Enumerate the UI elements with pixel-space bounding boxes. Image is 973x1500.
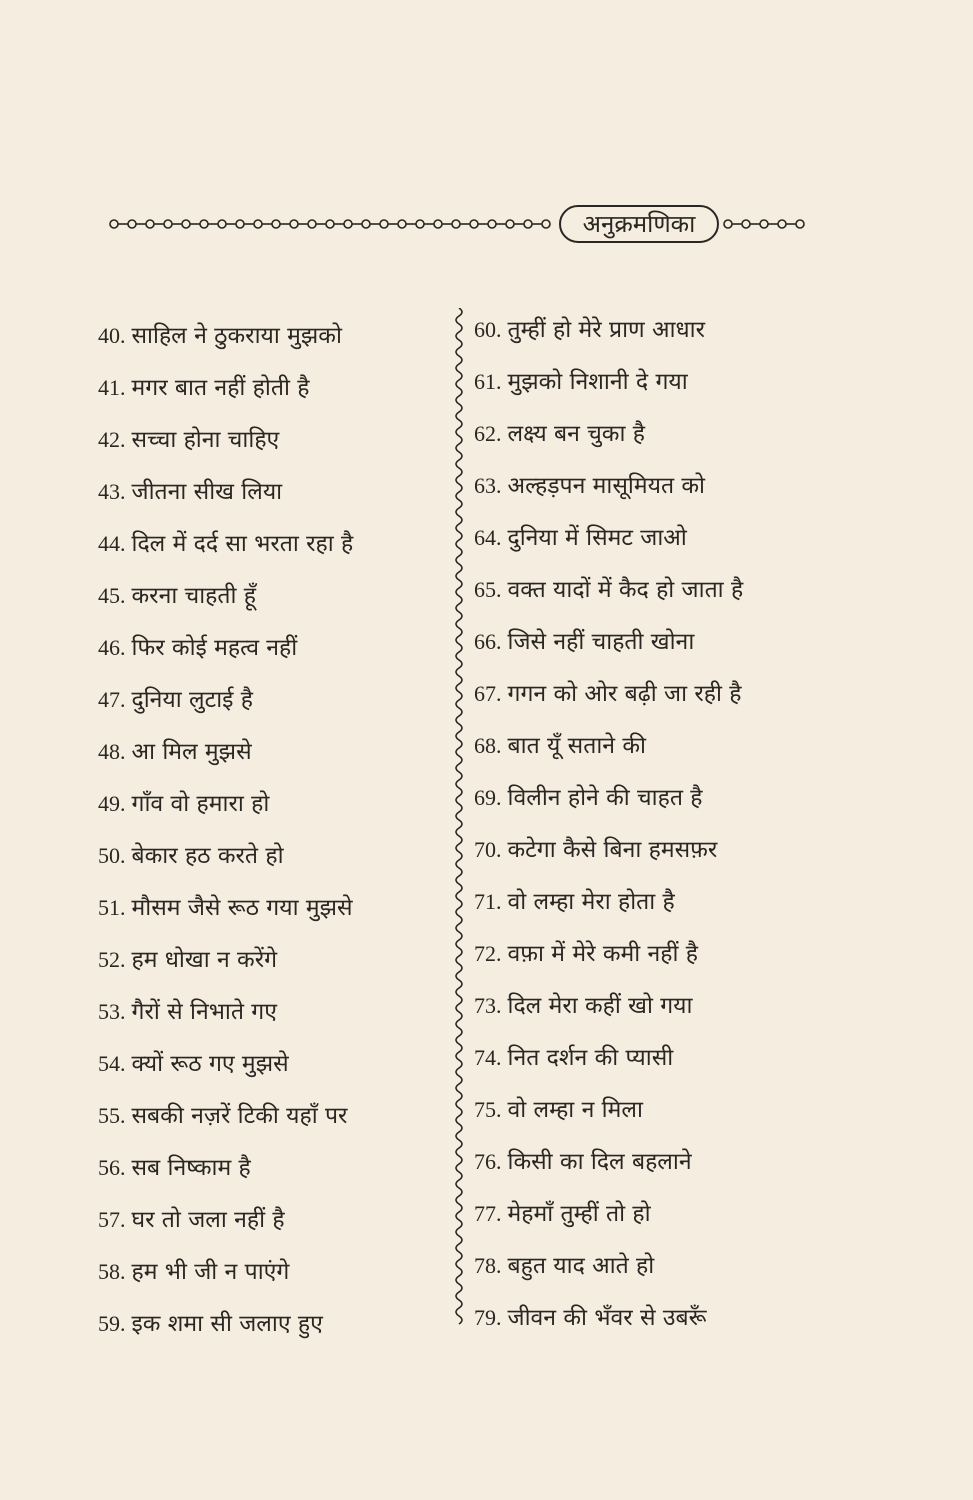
entry-title: बात यूँ सताने की — [507, 733, 646, 759]
contents-entry — [98, 934, 448, 986]
contents-list-left — [98, 310, 448, 1350]
entry-number: 64. — [474, 525, 502, 550]
entry-title: आ मिल मुझसे — [131, 739, 252, 765]
entry-number: 52. — [98, 947, 126, 972]
contents-entry — [474, 1292, 854, 1344]
entry-number: 58. — [98, 1259, 126, 1284]
contents-header — [108, 200, 818, 250]
contents-entry — [98, 830, 448, 882]
contents-entry — [98, 1090, 448, 1142]
entry-title: इक शमा सी जलाए हुए — [131, 1311, 323, 1337]
entry-number: 47. — [98, 687, 126, 712]
entry-number: 65. — [474, 577, 502, 602]
entry-number: 75. — [474, 1097, 502, 1122]
entry-number: 71. — [474, 889, 502, 914]
entry-number: 62. — [474, 421, 502, 446]
entry-title: कटेगा कैसे बिना हमसफ़र — [507, 837, 718, 863]
entry-number: 69. — [474, 785, 502, 810]
entry-title: जिसे नहीं चाहती खोना — [507, 629, 695, 655]
contents-entry — [474, 408, 854, 460]
entry-number: 67. — [474, 681, 502, 706]
contents-entry — [474, 1240, 854, 1292]
entry-number: 61. — [474, 369, 502, 394]
entry-title: क्यों रूठ गए मुझसे — [131, 1051, 289, 1077]
contents-entry — [98, 1298, 448, 1350]
contents-entry — [98, 1194, 448, 1246]
contents-entry — [474, 564, 854, 616]
contents-entry — [98, 726, 448, 778]
entry-title: सब निष्काम है — [131, 1155, 251, 1181]
contents-entry — [474, 824, 854, 876]
contents-entry — [474, 720, 854, 772]
entry-title: वो लम्हा न मिला — [507, 1097, 643, 1123]
contents-entry — [474, 616, 854, 668]
contents-entry — [474, 1188, 854, 1240]
entry-number: 76. — [474, 1149, 502, 1174]
entry-number: 57. — [98, 1207, 126, 1232]
entry-number: 60. — [474, 317, 502, 342]
entry-number: 70. — [474, 837, 502, 862]
entry-title: करना चाहती हूँ — [131, 583, 256, 609]
contents-list-right — [474, 304, 854, 1344]
entry-number: 79. — [474, 1305, 502, 1330]
entry-title: तुम्हीं हो मेरे प्राण आधार — [507, 317, 705, 343]
contents-entry — [98, 310, 448, 362]
contents-entry — [98, 622, 448, 674]
column-divider — [448, 308, 470, 1328]
contents-entry — [474, 304, 854, 356]
entry-title: सबकी नज़रें टिकी यहाँ पर — [131, 1103, 348, 1129]
entry-title: दिल मेरा कहीं खो गया — [507, 993, 693, 1019]
entry-title: बहुत याद आते हो — [507, 1253, 655, 1279]
entry-number: 59. — [98, 1311, 126, 1336]
entry-title: मौसम जैसे रूठ गया मुझसे — [131, 895, 353, 921]
entry-number: 49. — [98, 791, 126, 816]
entry-number: 78. — [474, 1253, 502, 1278]
contents-entry — [474, 356, 854, 408]
entry-number: 45. — [98, 583, 126, 608]
contents-entry — [474, 668, 854, 720]
page-title: अनुक्रमणिका — [582, 210, 696, 238]
entry-number: 55. — [98, 1103, 126, 1128]
entry-title: मगर बात नहीं होती है — [131, 375, 310, 401]
contents-entry — [98, 1142, 448, 1194]
entry-title: सच्चा होना चाहिए — [131, 427, 280, 453]
entry-title: गाँव वो हमारा हो — [131, 791, 270, 817]
entry-title: फिर कोई महत्व नहीं — [131, 635, 298, 661]
contents-entry — [98, 570, 448, 622]
entry-number: 68. — [474, 733, 502, 758]
entry-title: साहिल ने ठुकराया मुझको — [131, 323, 342, 349]
entry-title: जीतना सीख लिया — [131, 479, 283, 505]
entry-number: 50. — [98, 843, 126, 868]
contents-entry — [474, 928, 854, 980]
contents-entry — [474, 980, 854, 1032]
contents-entry — [98, 882, 448, 934]
contents-entry — [98, 778, 448, 830]
entry-number: 77. — [474, 1201, 502, 1226]
entry-title: अल्हड़पन मासूमियत को — [507, 473, 705, 499]
contents-entry — [474, 1084, 854, 1136]
entry-number: 66. — [474, 629, 502, 654]
entry-title: विलीन होने की चाहत है — [507, 785, 703, 811]
entry-title: जीवन की भँवर से उबरूँ — [507, 1305, 707, 1331]
contents-entry — [474, 1032, 854, 1084]
entry-number: 54. — [98, 1051, 126, 1076]
contents-entry — [98, 362, 448, 414]
entry-number: 41. — [98, 375, 126, 400]
entry-number: 74. — [474, 1045, 502, 1070]
entry-number: 56. — [98, 1155, 126, 1180]
contents-entry — [474, 460, 854, 512]
contents-entry — [98, 466, 448, 518]
entry-number: 46. — [98, 635, 126, 660]
contents-entry — [98, 414, 448, 466]
entry-title: गैरों से निभाते गए — [131, 999, 277, 1025]
entry-title: किसी का दिल बहलाने — [507, 1149, 692, 1175]
contents-entry — [98, 986, 448, 1038]
contents-entry — [98, 1038, 448, 1090]
entry-number: 51. — [98, 895, 126, 920]
entry-number: 73. — [474, 993, 502, 1018]
contents-entry — [98, 518, 448, 570]
contents-entry — [98, 1246, 448, 1298]
entry-number: 43. — [98, 479, 126, 504]
contents-entry — [474, 512, 854, 564]
entry-title: वो लम्हा मेरा होता है — [507, 889, 675, 915]
entry-title: दुनिया में सिमट जाओ — [507, 525, 687, 551]
entry-number: 53. — [98, 999, 126, 1024]
entry-title: नित दर्शन की प्यासी — [507, 1045, 674, 1071]
entry-title: लक्ष्य बन चुका है — [507, 421, 645, 447]
entry-number: 44. — [98, 531, 126, 556]
entry-title: मेहमाँ तुम्हीं तो हो — [507, 1201, 651, 1227]
entry-number: 42. — [98, 427, 126, 452]
contents-entry — [474, 772, 854, 824]
entry-title: हम भी जी न पाएंगे — [131, 1259, 290, 1285]
entry-number: 72. — [474, 941, 502, 966]
entry-number: 63. — [474, 473, 502, 498]
entry-title: वफ़ा में मेरे कमी नहीं है — [507, 941, 698, 967]
entry-number: 48. — [98, 739, 126, 764]
entry-title: दिल में दर्द सा भरता रहा है — [131, 531, 354, 557]
entry-title: दुनिया लुटाई है — [131, 687, 254, 713]
contents-entry — [474, 1136, 854, 1188]
entry-title: घर तो जला नहीं है — [131, 1207, 285, 1233]
entry-number: 40. — [98, 323, 126, 348]
entry-title: गगन को ओर बढ़ी जा रही है — [507, 681, 742, 707]
contents-entry — [474, 876, 854, 928]
entry-title: बेकार हठ करते हो — [131, 843, 284, 869]
entry-title: मुझको निशानी दे गया — [507, 369, 688, 395]
entry-title: हम धोखा न करेंगे — [131, 947, 278, 973]
contents-entry — [98, 674, 448, 726]
entry-title: वक्त यादों में कैद हो जाता है — [507, 577, 744, 603]
